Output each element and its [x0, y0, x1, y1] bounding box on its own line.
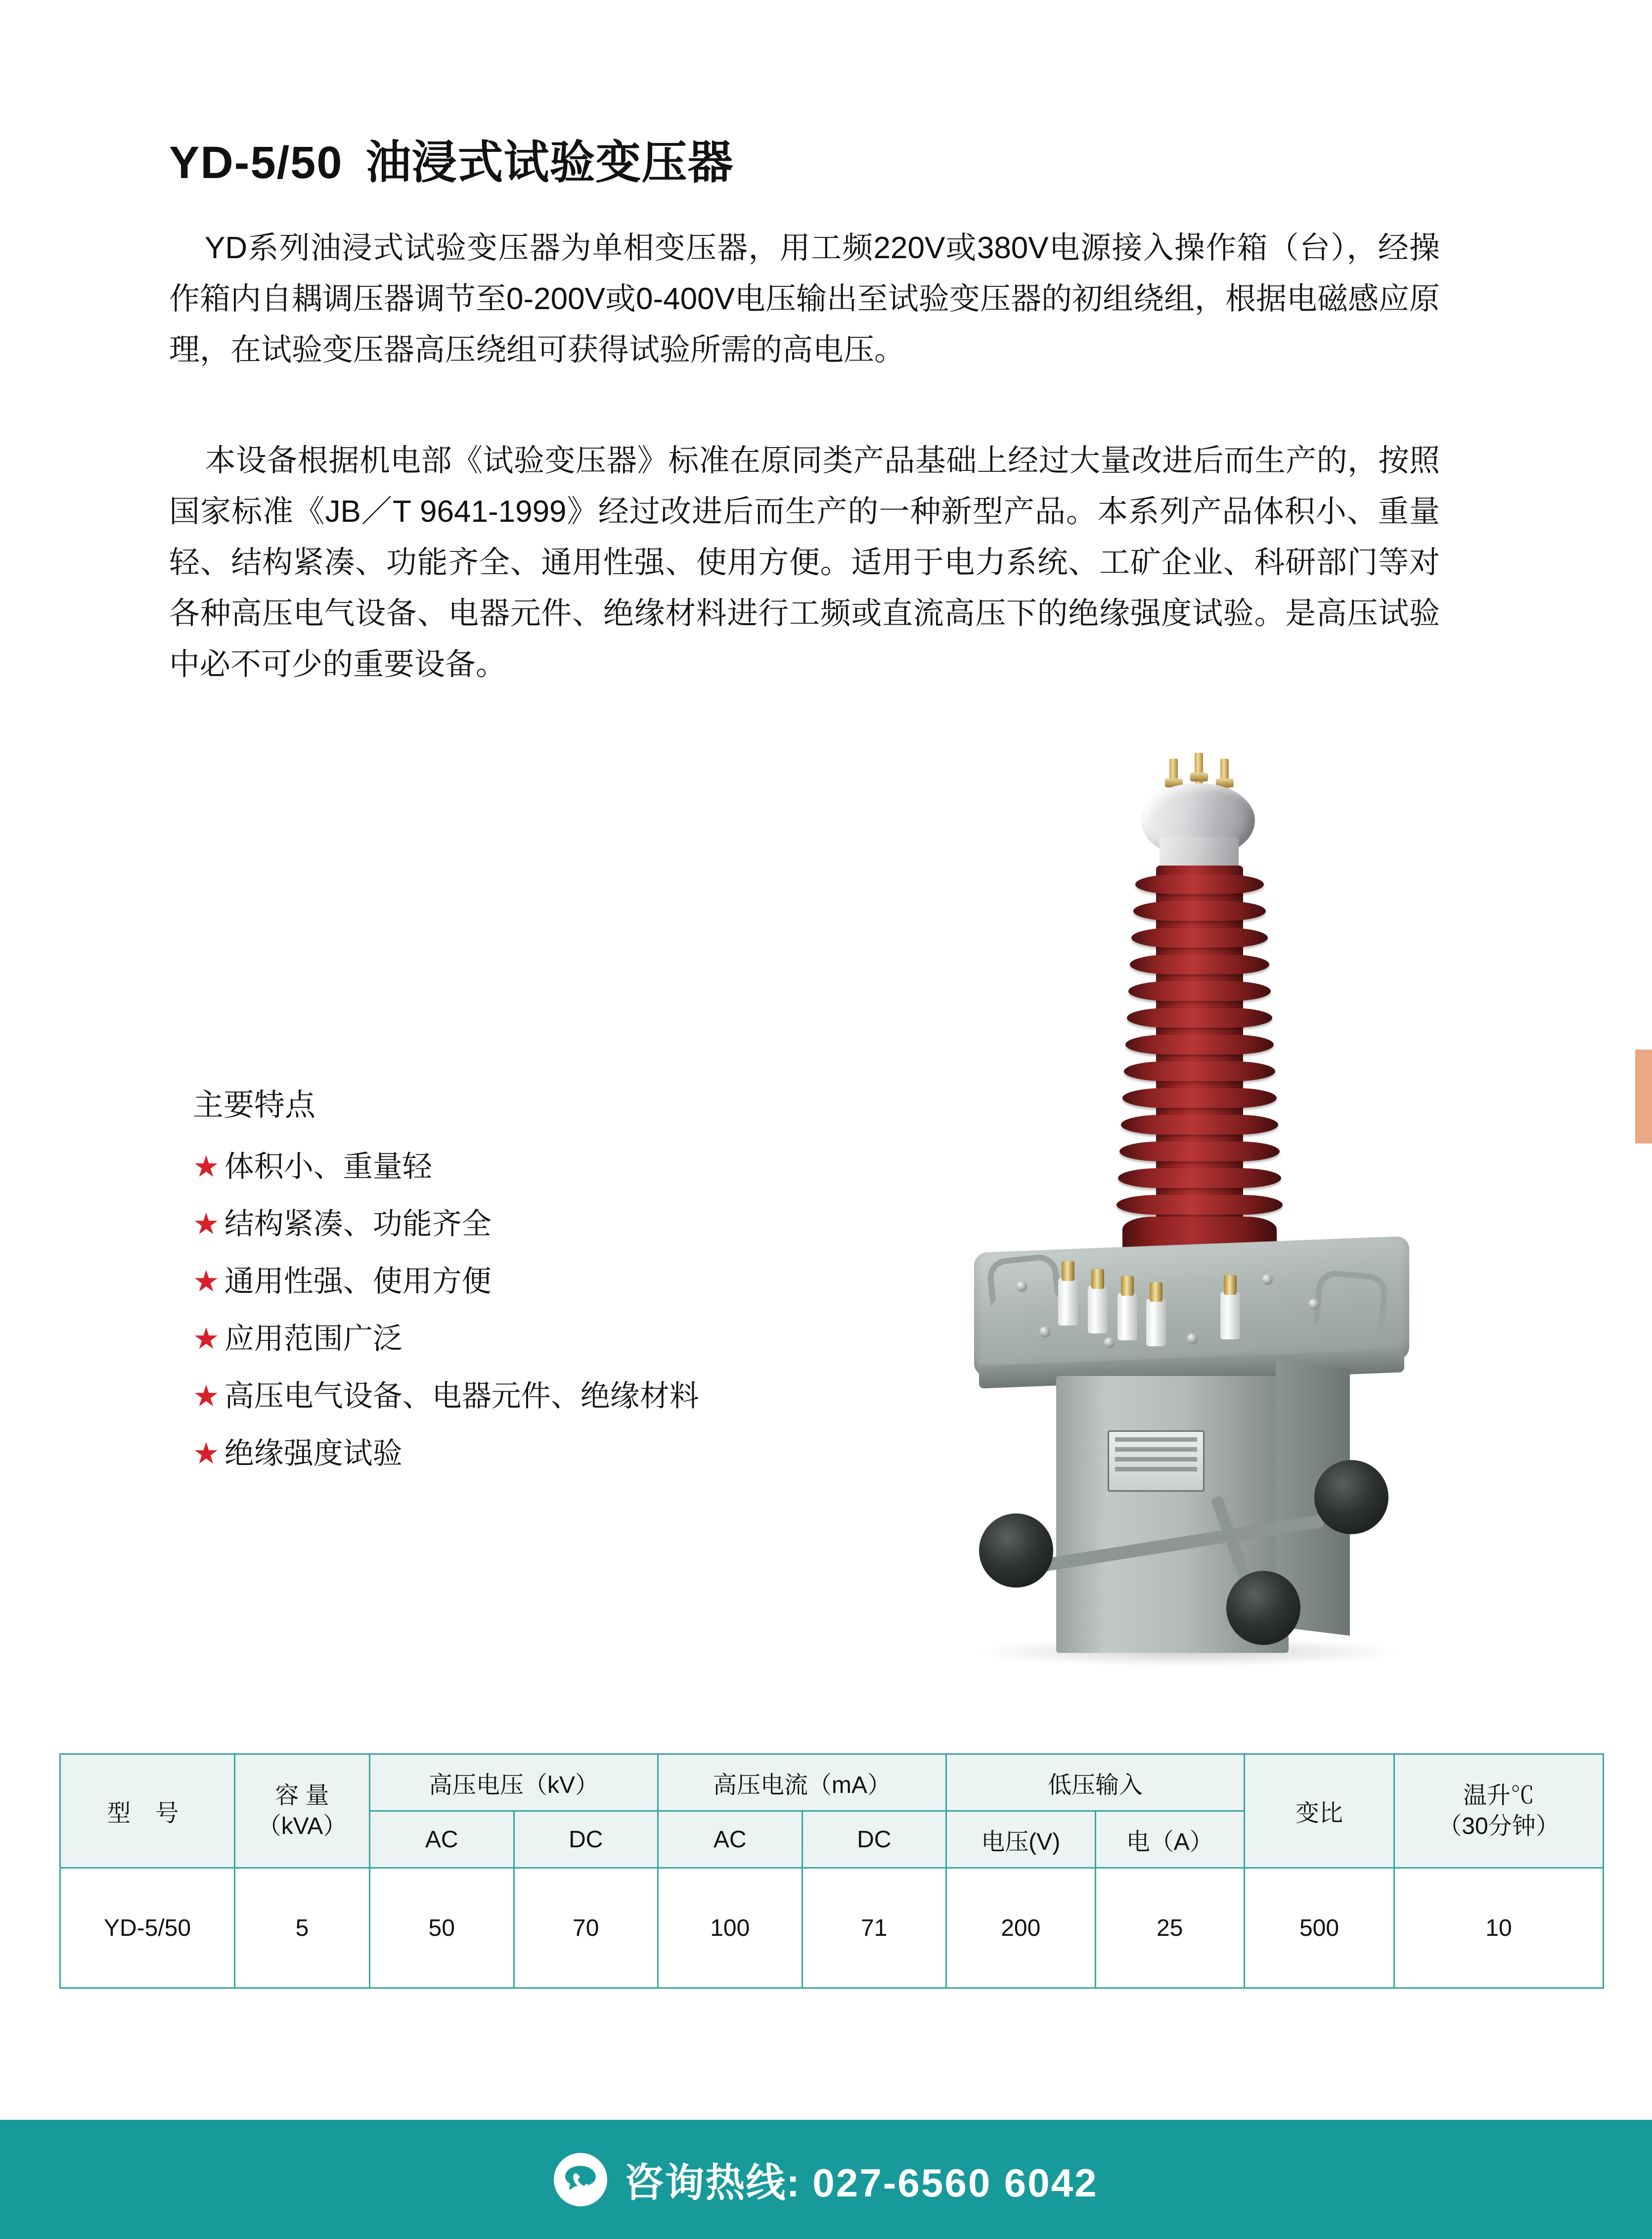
insulator-fin [1128, 981, 1271, 1001]
cell-hv-voltage-dc: 70 [514, 1868, 658, 1988]
feature-item [193, 1145, 910, 1188]
features-section [193, 1088, 910, 1490]
page-title [169, 126, 734, 191]
insulator-fin [1122, 1088, 1277, 1108]
page-title-name: 油浸式试验变压器 [365, 137, 734, 188]
wheel [979, 1513, 1053, 1588]
plate-bolt [1016, 1281, 1027, 1292]
plate-bolt [1187, 1333, 1198, 1344]
header-hv-voltage-dc: DC [514, 1811, 658, 1868]
insulator-fin [1131, 928, 1268, 948]
insulator-fin [1124, 1061, 1275, 1081]
plate-bolt [1039, 1326, 1050, 1337]
nameplate-line [1115, 1437, 1197, 1442]
feature-item [193, 1318, 910, 1360]
carry-handle-left [985, 1253, 1061, 1307]
cell-ratio: 500 [1245, 1868, 1394, 1988]
carry-handle-right [1313, 1269, 1388, 1331]
nameplate-line [1115, 1457, 1197, 1462]
table-header-row-1 [60, 1754, 1604, 1811]
spec-table-head [60, 1754, 1604, 1868]
feature-item-label: 绝缘强度试验 [224, 1437, 402, 1470]
header-hv-voltage: 高压电压（kV） [370, 1754, 658, 1811]
footer-hotline-label: 咨询热线: [624, 2161, 801, 2205]
footer-hotline-number: 027-6560 6042 [812, 2161, 1098, 2205]
feature-item-label: 通用性强、使用方便 [224, 1265, 491, 1298]
wheel [1314, 1460, 1388, 1534]
header-capacity: 容 量 （kVA） [235, 1754, 370, 1868]
feature-item-label: 结构紧凑、功能齐全 [224, 1207, 491, 1240]
feature-item-label: 应用范围广泛 [224, 1322, 402, 1355]
lv-bushing [1220, 1292, 1240, 1339]
lv-bushing [1058, 1278, 1078, 1325]
spec-table [59, 1753, 1604, 1989]
header-model: 型 号 [60, 1754, 235, 1868]
table-row [60, 1868, 1604, 1988]
plate-bolt [1308, 1299, 1319, 1310]
cell-capacity: 5 [235, 1868, 370, 1988]
intro-paragraph-1-text: YD系列油浸式试验变压器为单相变压器，用工频220V或380V电源接入操作箱（台），经操作箱内自耦调压器调节至0-200V或0-400V电压输出至试验变压器的初组绕组，根据电磁感应原理，在试验变压器高压绕组可获得试验所需的高电压。 [169, 231, 1440, 367]
insulator-fin [1121, 1115, 1278, 1135]
cell-temp-rise: 10 [1394, 1868, 1604, 1988]
header-hv-current-ac: AC [658, 1811, 803, 1868]
cell-lv-current: 25 [1095, 1868, 1245, 1988]
lv-bushing [1117, 1293, 1137, 1340]
cell-lv-voltage: 200 [946, 1868, 1096, 1988]
intro-paragraph-2 [169, 435, 1440, 690]
lv-bushing [1088, 1286, 1108, 1333]
footer-hotline [624, 2151, 1098, 2208]
cell-hv-current-ac: 100 [658, 1868, 803, 1988]
page-title-model: YD-5/50 [169, 137, 343, 188]
plate-bolt [1262, 1274, 1273, 1285]
lv-bushing-cap [1121, 1276, 1134, 1296]
spec-table-body [60, 1868, 1604, 1988]
insulator-fin [1125, 1035, 1274, 1054]
header-hv-current-dc: DC [802, 1811, 946, 1868]
phone-icon [554, 2153, 607, 2206]
page-side-tab [1635, 1050, 1652, 1143]
product-image [910, 742, 1493, 1716]
insulator-fin [1133, 901, 1266, 921]
insulator-fin [1130, 955, 1269, 974]
lv-bushing [1146, 1299, 1166, 1346]
header-lv-voltage: 电压(V) [946, 1811, 1096, 1868]
feature-item [193, 1375, 910, 1417]
header-ratio: 变比 [1245, 1754, 1394, 1868]
star-icon: ★ [193, 1265, 220, 1298]
terminal-nut-icon [1190, 773, 1208, 781]
footer-content [0, 2120, 1652, 2239]
feature-item-label: 高压电气设备、电器元件、绝缘材料 [224, 1379, 699, 1413]
star-icon: ★ [193, 1322, 220, 1355]
star-icon: ★ [193, 1207, 220, 1240]
insulator-fin [1119, 1142, 1280, 1161]
nameplate-line [1115, 1467, 1197, 1471]
lv-bushing-cap [1091, 1269, 1104, 1289]
feature-item [193, 1260, 910, 1303]
insulator-fin [1135, 874, 1264, 894]
product-nameplate [1108, 1430, 1205, 1492]
features-heading: 主要特点 [193, 1088, 316, 1122]
star-icon: ★ [193, 1379, 220, 1413]
star-icon: ★ [193, 1150, 220, 1183]
header-hv-current: 高压电流（mA） [658, 1754, 946, 1811]
wheel [1226, 1571, 1300, 1645]
header-hv-voltage-ac: AC [370, 1811, 514, 1868]
header-lv-input: 低压输入 [946, 1754, 1245, 1811]
nameplate-line [1115, 1447, 1197, 1452]
cell-model: YD-5/50 [60, 1868, 235, 1988]
star-icon: ★ [193, 1437, 220, 1470]
plate-bolt [1104, 1337, 1115, 1348]
feature-item-label: 体积小、重量轻 [224, 1150, 432, 1183]
lv-bushing-cap [1224, 1275, 1237, 1295]
lv-bushing-cap [1062, 1261, 1074, 1281]
cell-hv-voltage-ac: 50 [370, 1868, 514, 1988]
footer-bar [0, 2120, 1652, 2239]
insulator-fin [1118, 1168, 1281, 1188]
insulator-fin [1116, 1195, 1283, 1215]
header-lv-current: 电（A） [1095, 1811, 1245, 1868]
header-temp-rise: 温升℃ （30分钟） [1394, 1754, 1604, 1868]
insulator-fin [1127, 1008, 1272, 1028]
cell-hv-current-dc: 71 [802, 1868, 946, 1988]
feature-item [193, 1432, 910, 1475]
intro-paragraph-1 [169, 223, 1440, 375]
feature-item [193, 1203, 910, 1245]
lv-bushing-cap [1150, 1282, 1162, 1302]
intro-paragraph-2-text: 本设备根据机电部《试验变压器》标准在原同类产品基础上经过大量改进后而生产的，按照国家标准《JB／T 9641-1999》经过改进后而生产的一种新型产品。本系列产品体积小、重量轻、结构紧凑、功能齐全、通用性强、使用方便。适用于电力系统、工矿企业、科研部门等对各种高压电气设备、电器元件、绝缘材料进行工频或直流高压下的绝缘强度试验。是高压试验中必不可少的重要设备。 [169, 444, 1440, 682]
